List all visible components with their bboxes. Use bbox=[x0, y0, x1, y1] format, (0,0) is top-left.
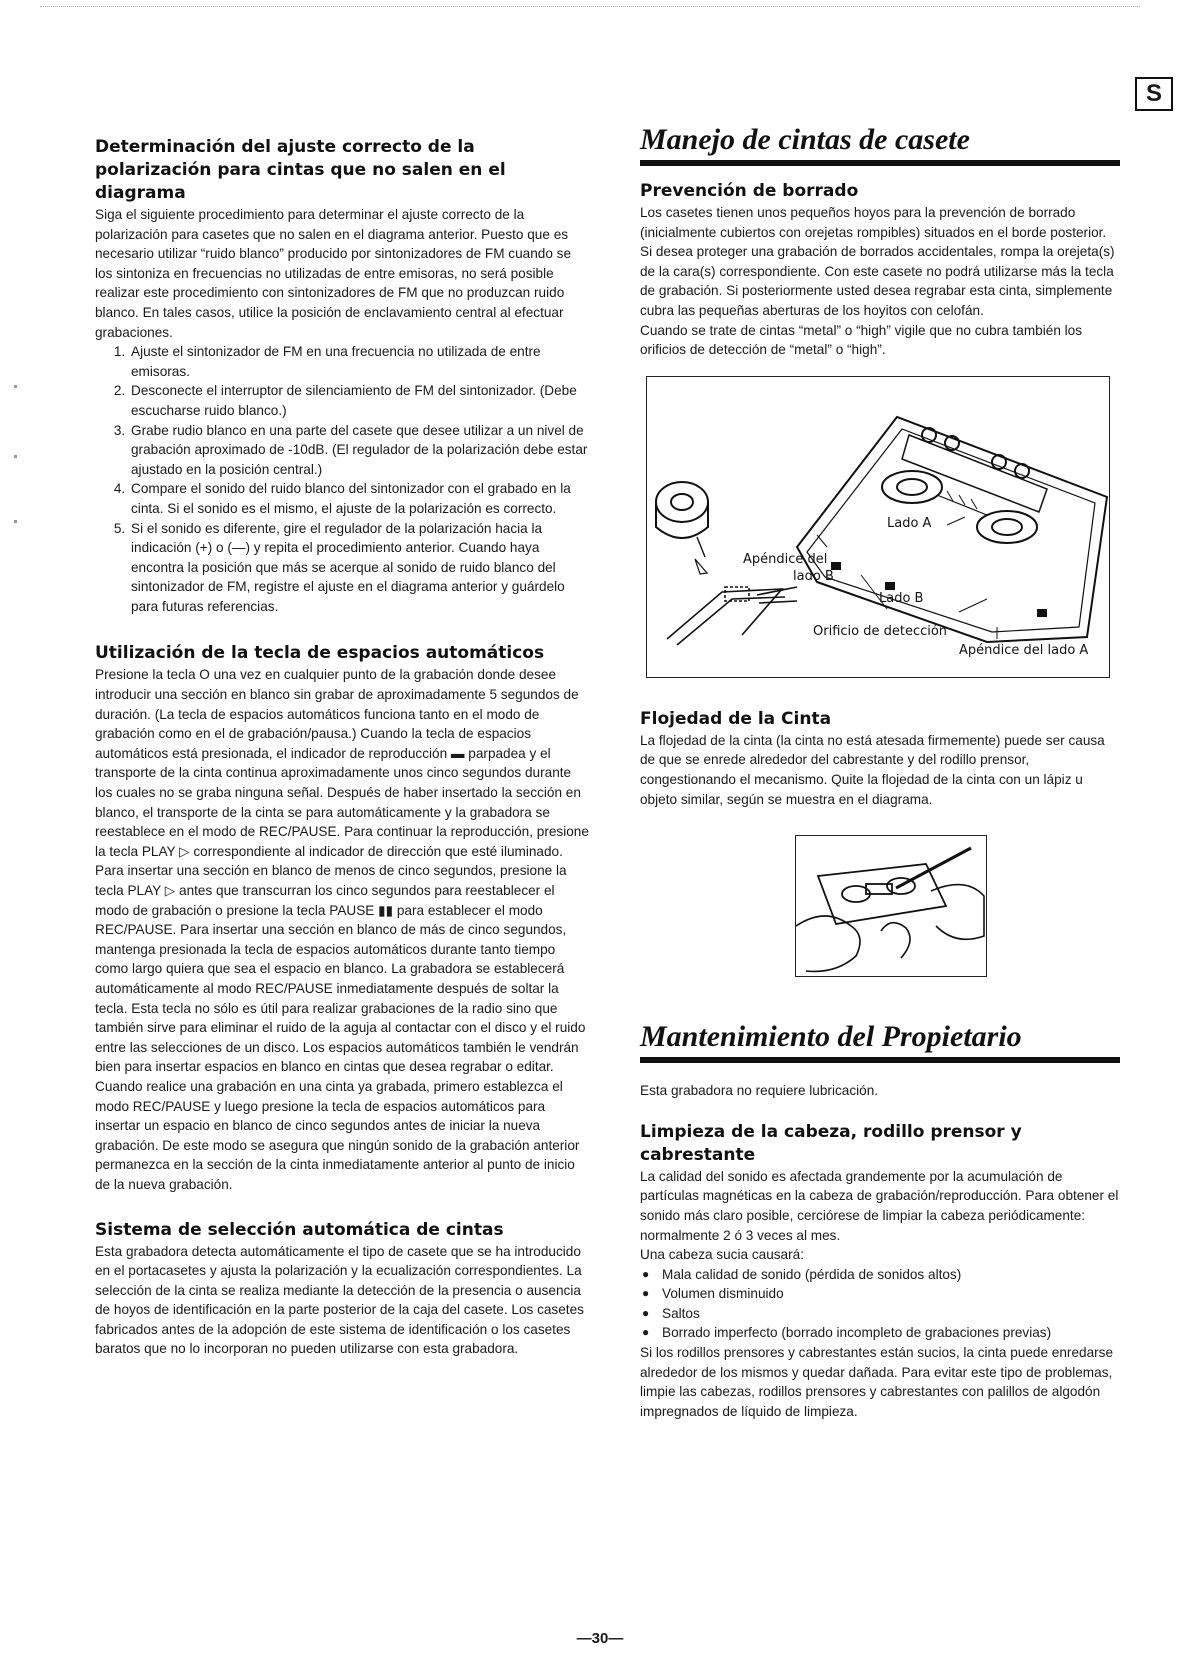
pencil bbox=[896, 848, 971, 888]
bias-section bbox=[95, 136, 590, 616]
cassette-figure bbox=[646, 376, 1110, 678]
bias-step: 1. Ajuste el sintonizador de FM en una frecuencia no utilizada de entre emisoras. bbox=[129, 342, 590, 381]
right-column bbox=[640, 122, 1120, 1421]
label-side-a: Lado A bbox=[887, 515, 932, 531]
label-tab-b-line1: Apéndice del bbox=[743, 551, 828, 567]
slack-section bbox=[640, 708, 1120, 809]
cassette-illustration bbox=[647, 377, 1109, 677]
title-rule bbox=[640, 1057, 1120, 1063]
tape-roll bbox=[656, 482, 708, 557]
left-column bbox=[95, 136, 590, 1359]
slack-body: La flojedad de la cinta (la cinta no está atesada firmemente) puede ser causa de que se enrede alrededor del cabrestante y del rodillo prensor, congestionando el mecanismo. Quite la flojedad de la cinta con un lápiz u objeto similar, según se muestra en el diagrama. bbox=[640, 732, 1105, 807]
maintenance-intro: Esta grabadora no requiere lubricación. bbox=[640, 1083, 879, 1099]
cleaning-body-2: Si los rodillos prensores y cabrestantes están sucios, la cinta puede enredarse alrededor de los mismos y quedar dañada. Para evitar este tipo de problemas, limpie las cabezas, rodillos prensores y cabrestantes con palillos de algodón impregnados de líquido de limpieza. bbox=[640, 1345, 1114, 1419]
bias-steps bbox=[95, 342, 590, 616]
handling-title: Manejo de cintas de casete bbox=[640, 123, 970, 156]
bias-heading: Determinación del ajuste correcto de la polarización para cintas que no salen en el diagrama bbox=[95, 137, 506, 203]
effect-item: ● Borrado imperfecto (borrado incompleto de grabaciones previas) bbox=[662, 1323, 1120, 1343]
erase-section bbox=[640, 180, 1120, 360]
effect-item: ● Mala calidad de sonido (pérdida de sonidos altos) bbox=[662, 1265, 1120, 1285]
effect-item: ● Volumen disminuido bbox=[662, 1284, 1120, 1304]
autotape-heading: Sistema de selección automática de cintas bbox=[95, 1219, 504, 1240]
title-rule bbox=[640, 160, 1120, 166]
autospace-section bbox=[95, 642, 590, 1194]
effect-item: ● Saltos bbox=[662, 1304, 1120, 1324]
hands bbox=[796, 885, 984, 972]
autospace-heading: Utilización de la tecla de espacios automáticos bbox=[95, 643, 545, 664]
pencil-figure bbox=[795, 835, 987, 977]
autospace-body: Presione la tecla O una vez en cualquier punto de la grabación donde desee introducir una sección en blanco sin grabar de aproximadamente 5 segundos de duración. (La tecla de espacios automáticos funciona tanto en el modo de grabación como en el de grabación/pausa.) Cuando la tecla de espacios automáticos está presionada, el indicador de reproducción ▬ parpadea y el transporte de la cinta continua aproximadamente unos cinco segundos durante los cuales no se graba ninguna señal. Después de haber insertado la sección en blanco, el transporte de la cinta se para automáticamente y la grabadora se reestablece en el modo de REC/PAUSE. Para continuar la reproducción, presione la tecla PLAY ▷ correspondiente al indicador de dirección que esté iluminado. Para insertar una sección en blanco de menos de cinco segundos, presione la tecla PLAY ▷ antes que transcurran los cinco segundos para reestablecer el modo de grabación o presione la tecla PAUSE ▮▮ para establecer el modo REC/PAUSE. Para insertar una sección en blanco de más de cinco segundos, mantenga presionada la tecla de espacios automáticos durante tanto tiempo como largo quiera que sea el espacio en blanco. La grabadora se establecerá automáticamente al modo REC/PAUSE inmediatamente después de soltar la tecla. Esta tecla no sólo es útil para realizar grabaciones de la radio sino que también sirve para eliminar el ruido de la aguja al contactar con el disco y el ruido entre las selecciones de un disco. Los espacios automáticos también le vendrán bien para insertar espacios en blanco en cintas que desea regrabar o editar. Cuando realice una grabación en una cinta ya grabada, primero establezca el modo REC/PAUSE y luego presione la tecla de espacios automáticos para insertar un espacio en blanco de cinco segundos antes de iniciar la nueva grabación. De este modo se asegura que ningún sonido de la grabación anterior permanezca en la sección de la cinta inmediatamente anterior al punto de inicio de la nueva grabación. bbox=[95, 667, 589, 1192]
bias-intro: Siga el siguiente procedimiento para determinar el ajuste correcto de la polarización para casetes que no salen en el diagrama anterior. Puesto que es necesario utilizar “ruido blanco” producido por sintonizadores de FM cuando se los sintoniza en frecuencias no utilizadas de entre emisoras, no será posible realizar este procedimiento con sintonizadores de FM que no produzcan ruido blanco. En tales casos, utilice la posición de enclavamiento central al efectuar grabaciones. bbox=[95, 207, 572, 340]
erase-heading: Prevención de borrado bbox=[640, 181, 859, 201]
pencil-illustration bbox=[796, 836, 986, 976]
scan-speck bbox=[14, 455, 17, 458]
erase-note: Cuando se trate de cintas “metal” o “high” vigile que no cubra también los orificios de detección de “metal” o “high”. bbox=[640, 322, 1083, 358]
language-badge: S bbox=[1135, 77, 1173, 111]
label-tab-a: Apéndice del lado A bbox=[959, 642, 1089, 658]
scan-speck bbox=[14, 520, 17, 523]
cassette-holes bbox=[922, 428, 1029, 478]
label-tab-b-line2: lado B bbox=[793, 568, 834, 584]
cleaning-lead: Una cabeza sucia causará: bbox=[640, 1247, 804, 1263]
top-edge-rule bbox=[40, 6, 1140, 7]
callout-lines bbox=[817, 517, 997, 639]
dirty-head-effects bbox=[640, 1265, 1120, 1343]
cleaning-heading: Limpieza de la cabeza, rodillo prensor y cabrestante bbox=[640, 1121, 1022, 1165]
autotape-section bbox=[95, 1219, 590, 1360]
bias-step: 4. Compare el sonido del ruido blanco del sintonizador con el grabado en la cinta. Si el sonido es el mismo, el ajuste de la polarización es correcto. bbox=[129, 479, 590, 518]
scan-speck bbox=[14, 385, 17, 388]
autotape-body: Esta grabadora detecta automáticamente el tipo de casete que se ha introducido en el portacasetes y ajusta la polarización y la ecualización correspondientes. La selección de la cinta se realiza mediante la detección de la presencia o ausencia de hoyos de identificación en la parte posterior de la caja del casete. Los casetes fabricados antes de la adopción de este sistema de identificación o los casetes baratos que no lo incorporan no pueden utilizarse con esta grabadora. bbox=[95, 1243, 584, 1357]
page-number: —30— bbox=[576, 1630, 624, 1647]
erase-body: Los casetes tienen unos pequeños hoyos para la prevención de borrado (inicialmente cubiertos con orejetas rompibles) situados en el borde posterior. Si desea proteger una grabación de borrados accidentales, rompa la orejeta(s) de la cara(s) correspondiente. Con este casete no podrá utilizarse más la tecla de grabación. Si posteriormente usted desea regrabar esta cinta, simplemente cubra las pequeñas aberturas de los hoyitos con celofán. bbox=[640, 205, 1115, 318]
bias-step: 3. Grabe rudio blanco en una parte del casete que desee utilizar a un nivel de grabación aproximado de -10dB. (El regulador de la polarización debe estar ajustado en la posición central.) bbox=[129, 421, 590, 480]
cleaning-body: La calidad del sonido es afectada grandemente por la acumulación de partículas magnéticas en la cabeza de grabación/reproducción. Para obtener el sonido más claro posible, cerciórese de limpiar la cabeza periódicamente: normalmente 2 ó 3 veces al mes. bbox=[640, 1168, 1119, 1243]
label-side-b: Lado B bbox=[879, 590, 924, 606]
cleaning-section bbox=[640, 1121, 1120, 1422]
label-detection-hole: Orificio de detección bbox=[813, 623, 948, 639]
bias-step: 2. Desconecte el interruptor de silenciamiento de FM del sintonizador. (Debe escucharse ruido blanco.) bbox=[129, 381, 590, 420]
slack-heading: Flojedad de la Cinta bbox=[640, 708, 832, 729]
detail-inset bbox=[667, 559, 797, 645]
bias-step: 5. Si el sonido es diferente, gire el regulador de la polarización hacia la indicación (+) o (—) y repita el procedimiento anterior. Cuando haya encontra la posición que más se acerque al sonido de ruido blanco del sintonizador de FM, registre el ajuste en el diagrama anterior y guárdelo para futuras referencias. bbox=[129, 519, 590, 617]
maintenance-title: Mantenimiento del Propietario bbox=[640, 1020, 1022, 1054]
